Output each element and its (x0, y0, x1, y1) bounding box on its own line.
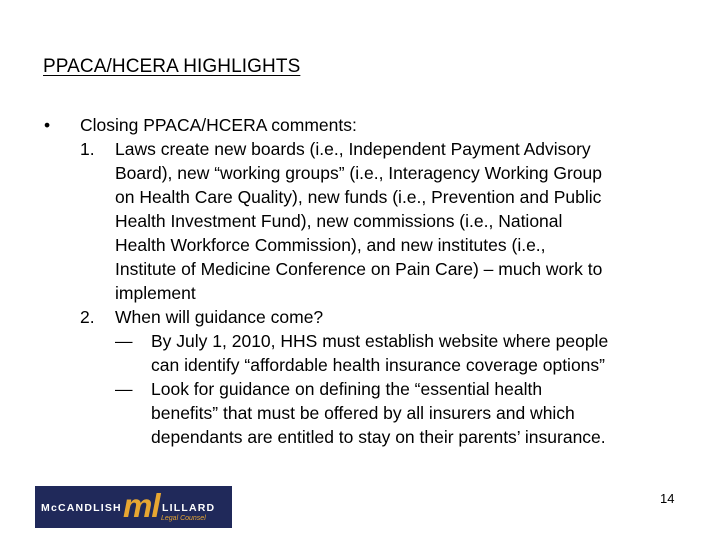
dash-bullet-1: — (115, 331, 133, 351)
firm-logo (35, 486, 232, 528)
logo-tagline: Legal Counsel (161, 515, 206, 522)
item-line: implement (115, 283, 196, 303)
item-line: Board), new “working groups” (i.e., Interagency Working Group (115, 163, 602, 183)
bullet-symbol: • (44, 115, 51, 135)
item-line: on Health Care Quality), new funds (i.e., Prevention and Public (115, 187, 602, 207)
item-line: When will guidance come? (115, 307, 324, 327)
item-text-1 (115, 137, 675, 305)
bullet-text: Closing PPACA/HCERA comments: (80, 115, 357, 135)
item-number-1: 1. (80, 139, 95, 159)
subitem-text-1 (151, 329, 691, 377)
subitem-text-2 (151, 377, 691, 449)
page-number: 14 (660, 491, 675, 506)
item-line: Health Investment Fund), new commissions (i.e., National (115, 211, 563, 231)
item-line: Laws create new boards (i.e., Independent Payment Advisory (115, 139, 591, 159)
item-text-2 (115, 305, 675, 329)
subitem-line: dependants are entitled to stay on their parents’ insurance. (151, 427, 606, 447)
dash-bullet-2: — (115, 379, 133, 399)
logo-mark: ml (123, 487, 160, 524)
subitem-line: By July 1, 2010, HHS must establish website where people (151, 331, 609, 351)
logo-left-text: McCANDLISH (41, 502, 122, 514)
logo-right-text: LILLARD (162, 502, 216, 514)
item-line: Institute of Medicine Conference on Pain Care) – much work to (115, 259, 603, 279)
subitem-line: Look for guidance on defining the “essential health (151, 379, 543, 399)
subitem-line: benefits” that must be offered by all insurers and which (151, 403, 575, 423)
item-line: Health Workforce Commission), and new institutes (i.e., (115, 235, 546, 255)
slide-title: PPACA/HCERA HIGHLIGHTS (43, 56, 301, 77)
item-number-2: 2. (80, 307, 95, 327)
subitem-line: can identify “affordable health insurance coverage options” (151, 355, 605, 375)
